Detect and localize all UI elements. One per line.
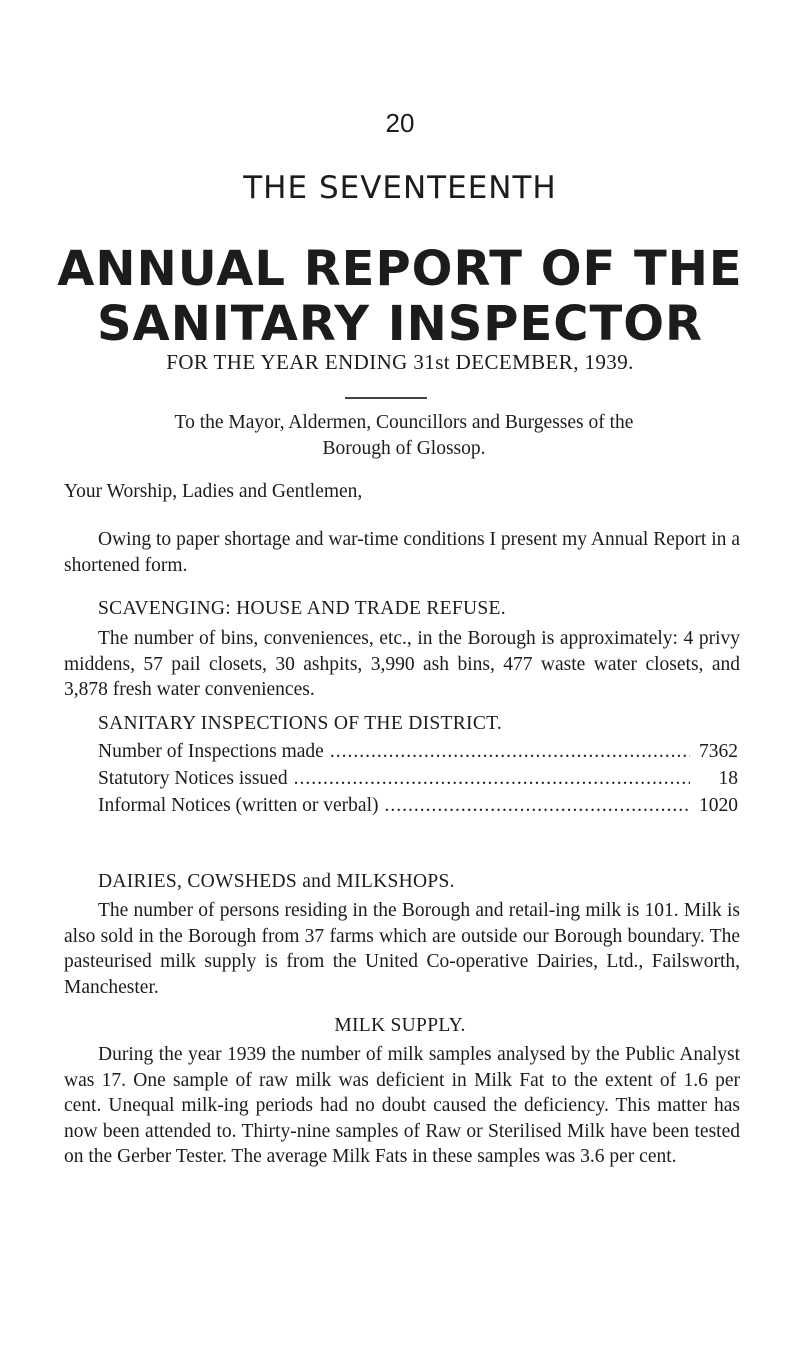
stat-label: Informal Notices (written or verbal) <box>98 795 379 816</box>
stat-label: Statutory Notices issued <box>98 768 288 789</box>
milk-supply-paragraph <box>64 1042 740 1170</box>
dairies-paragraph <box>64 898 740 1000</box>
dot-leader <box>330 741 690 763</box>
stat-value: 18 <box>718 768 738 789</box>
address-block <box>64 410 744 461</box>
address-line-2: Borough of Glossop. <box>322 437 486 459</box>
stat-row <box>98 741 738 768</box>
report-title-line-2: SANITARY INSPECTOR <box>96 296 704 352</box>
dot-leader <box>384 795 690 817</box>
intro-text: Owing to paper shortage and war-time conditions I present my Annual Report in a shortened form. <box>64 529 740 576</box>
report-subtitle: FOR THE YEAR ENDING 31st DECEMBER, 1939. <box>166 350 634 374</box>
dot-leader <box>294 768 690 790</box>
scavenging-text: The number of bins, conveniences, etc., in the Borough is approximately: 4 privy middens, 57 pail closets, 30 ashpits, 3,990 ash bins, 477 waste water closets, and 3,878 fresh water conveniences. <box>64 628 740 700</box>
milk-supply-text: During the year 1939 the number of milk samples analysed by the Public Analyst was 17. One sample of raw milk was deficient in Milk Fat to the extent of 1.6 per cent. Unequal milk-ing periods had no doubt caused the deficiency. This matter has now been attended to. Thirty-nine samples of Raw or Sterilised Milk have been tested on the Gerber Tester. The average Milk Fats in these samples was 3.6 per cent. <box>64 1044 740 1167</box>
title-divider <box>345 397 427 399</box>
scavenging-heading: SCAVENGING: HOUSE AND TRADE REFUSE. <box>98 598 506 619</box>
stat-row <box>98 768 738 795</box>
inspections-heading: SANITARY INSPECTIONS OF THE DISTRICT. <box>98 713 503 734</box>
report-title-ordinal: THE SEVENTEENTH <box>243 170 557 206</box>
stat-value: 7362 <box>699 741 738 762</box>
stat-label: Number of Inspections made <box>98 741 324 762</box>
stat-row <box>98 795 738 822</box>
report-title-line-1: ANNUAL REPORT OF THE <box>57 241 743 297</box>
milk-supply-heading: MILK SUPPLY. <box>334 1015 466 1036</box>
scavenging-paragraph <box>64 626 740 703</box>
inspections-table <box>98 741 738 822</box>
dairies-text: The number of persons residing in the Borough and retail-ing milk is 101. Milk is also sold in the Borough from 37 farms which are outside our Borough boundary. The pasteurised milk supply is from the United Co-operative Dairies, Ltd., Failsworth, Manchester. <box>64 900 740 998</box>
salutation: Your Worship, Ladies and Gentlemen, <box>64 481 363 502</box>
stat-value: 1020 <box>699 795 738 816</box>
dairies-heading: DAIRIES, COWSHEDS and MILKSHOPS. <box>98 871 455 892</box>
address-line-1: To the Mayor, Aldermen, Councillors and Burgesses of the <box>174 412 634 433</box>
page-number: 20 <box>385 108 415 138</box>
intro-paragraph <box>64 527 740 578</box>
